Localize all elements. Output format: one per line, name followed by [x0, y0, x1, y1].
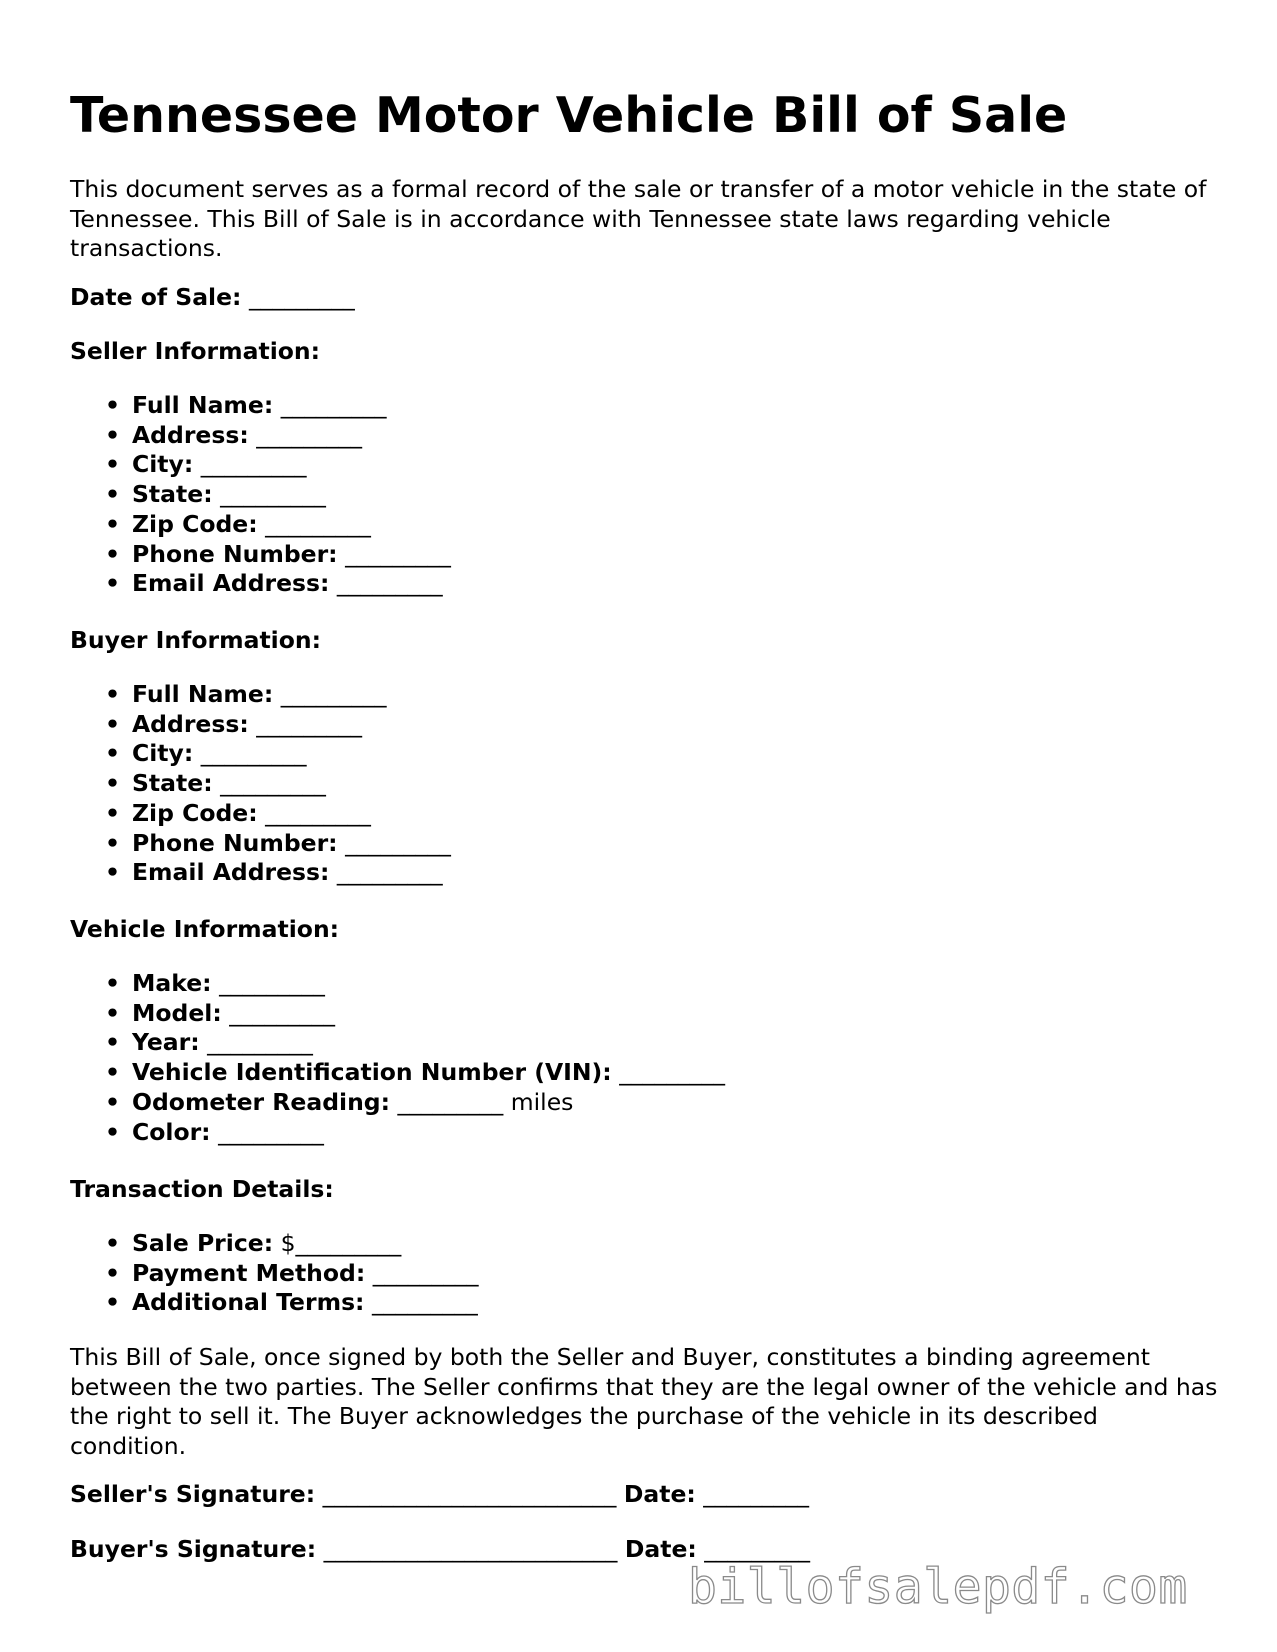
buyer-heading: Buyer Information: [70, 626, 322, 654]
seller-city-blank: _________ [200, 450, 307, 479]
buyer-state-label: State: [132, 769, 213, 798]
seller-full-name-blank: _________ [280, 391, 387, 419]
date-of-sale-line [70, 283, 355, 313]
buyer-full-name-blank: _________ [280, 680, 387, 708]
list-item [132, 739, 451, 769]
sale-price-blank: _________ [295, 1229, 402, 1257]
payment-method-blank: _________ [372, 1258, 479, 1287]
seller-fields-list [70, 391, 451, 599]
seller-date-blank: _________ [703, 1480, 810, 1508]
vehicle-fields-list [70, 969, 725, 1147]
vehicle-color-blank: _________ [218, 1117, 324, 1146]
seller-full-name-label: Full Name: [132, 391, 274, 419]
date-of-sale-blank: _________ [248, 283, 355, 311]
watermark: billofsalepdf.com [688, 1559, 1188, 1615]
list-item [132, 421, 451, 451]
list-item [132, 969, 725, 999]
sale-price-label: Sale Price: [132, 1229, 274, 1257]
vehicle-year-blank: _________ [207, 1028, 313, 1057]
seller-signature-blank: _________________________ [322, 1480, 617, 1508]
seller-phone-label: Phone Number: [132, 539, 338, 568]
seller-state-label: State: [132, 480, 213, 509]
seller-address-label: Address: [132, 420, 249, 449]
list-item [132, 1259, 479, 1289]
odometer-unit: miles [510, 1087, 574, 1116]
buyer-address-blank: _________ [256, 709, 362, 738]
list-item [132, 999, 725, 1029]
vehicle-color-label: Color: [132, 1117, 211, 1146]
list-item [132, 710, 451, 740]
list-item [132, 510, 451, 540]
vehicle-model-blank: _________ [229, 998, 335, 1027]
vehicle-vin-label: Vehicle Identification Number (VIN): [132, 1058, 612, 1087]
vehicle-heading: Vehicle Information: [70, 915, 340, 943]
list-item [132, 1118, 725, 1148]
list-item [132, 1288, 479, 1318]
date-of-sale-label: Date of Sale: [70, 283, 242, 311]
additional-terms-blank: _________ [371, 1288, 478, 1317]
list-item [132, 680, 451, 710]
seller-state-blank: _________ [220, 480, 326, 509]
list-item [132, 480, 451, 510]
additional-terms-label: Additional Terms: [132, 1288, 365, 1317]
vehicle-make-blank: _________ [219, 969, 325, 997]
seller-email-label: Email Address: [132, 569, 330, 598]
seller-phone-blank: _________ [345, 539, 451, 568]
vehicle-odometer-label: Odometer Reading: [132, 1087, 391, 1116]
vehicle-make-label: Make: [132, 969, 212, 997]
transaction-fields-list [70, 1229, 479, 1318]
buyer-address-label: Address: [132, 709, 249, 738]
vehicle-model-label: Model: [132, 998, 222, 1027]
list-item [132, 391, 451, 421]
transaction-heading: Transaction Details: [70, 1175, 334, 1203]
buyer-email-blank: _________ [336, 858, 443, 887]
intro-paragraph: This document serves as a formal record of the sale or transfer of a motor vehicle in the state of Tennessee. This Bill of Sale is in accordance with Tennessee state laws regarding vehicle transactions. [70, 175, 1207, 262]
buyer-state-blank: _________ [220, 769, 326, 798]
buyer-full-name-label: Full Name: [132, 680, 274, 708]
payment-method-label: Payment Method: [132, 1258, 366, 1287]
list-item [132, 450, 451, 480]
buyer-signature-blank: _________________________ [323, 1535, 618, 1563]
list-item [132, 540, 451, 570]
buyer-date-label: Date: [624, 1535, 697, 1563]
seller-date-label: Date: [623, 1480, 696, 1508]
list-item [132, 1028, 725, 1058]
buyer-signature-label: Buyer's Signature: [70, 1535, 317, 1563]
list-item [132, 858, 451, 888]
seller-signature-label: Seller's Signature: [70, 1480, 316, 1508]
seller-city-label: City: [132, 450, 194, 479]
buyer-zip-label: Zip Code: [132, 798, 258, 827]
closing-paragraph: This Bill of Sale, once signed by both the Seller and Buyer, constitutes a binding agreement between the two parties. The Seller confirms that they are the legal owner of the vehicle and has the right to sell it. The Buyer acknowledges the purchase of the vehicle in its described condition. [70, 1343, 1218, 1460]
list-item [132, 799, 451, 829]
list-item [132, 829, 451, 859]
seller-email-blank: _________ [336, 569, 443, 598]
buyer-date-blank: _________ [704, 1535, 811, 1563]
seller-address-blank: _________ [256, 420, 362, 449]
buyer-zip-blank: _________ [265, 798, 371, 827]
buyer-city-label: City: [132, 739, 194, 768]
vehicle-year-label: Year: [132, 1028, 200, 1057]
seller-heading: Seller Information: [70, 337, 321, 365]
buyer-email-label: Email Address: [132, 858, 330, 887]
list-item [132, 569, 451, 599]
vehicle-vin-blank: _________ [619, 1058, 725, 1087]
document-title: Tennessee Motor Vehicle Bill of Sale [70, 87, 1068, 144]
buyer-phone-blank: _________ [345, 828, 451, 857]
seller-zip-blank: _________ [265, 509, 371, 538]
buyer-phone-label: Phone Number: [132, 828, 338, 857]
vehicle-odometer-blank: _________ [397, 1087, 504, 1116]
seller-zip-label: Zip Code: [132, 509, 258, 538]
list-item [132, 1088, 725, 1118]
seller-signature-line [70, 1480, 809, 1510]
currency-symbol: $ [280, 1229, 296, 1257]
buyer-city-blank: _________ [200, 739, 307, 768]
list-item [132, 1229, 479, 1259]
list-item [132, 769, 451, 799]
buyer-fields-list [70, 680, 451, 888]
list-item [132, 1058, 725, 1088]
